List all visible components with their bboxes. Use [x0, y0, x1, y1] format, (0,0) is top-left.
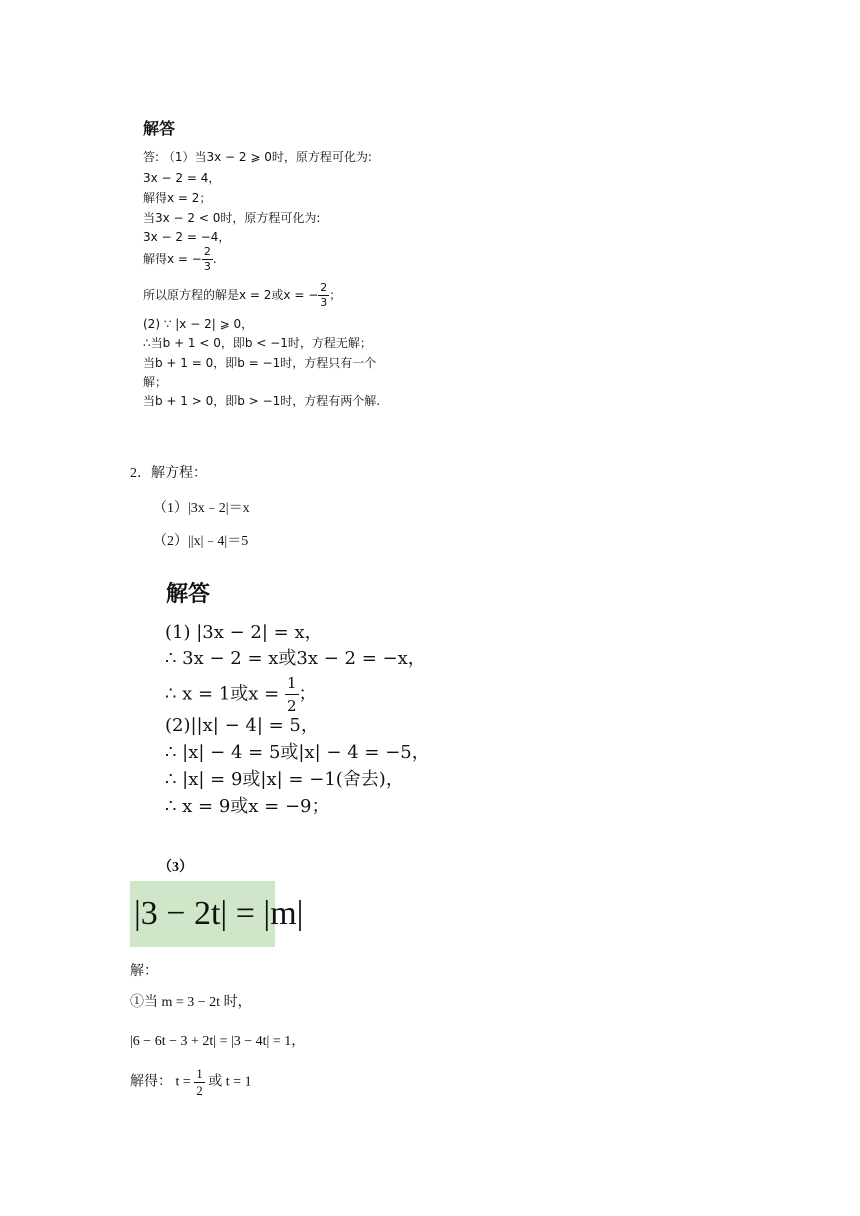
- solution2-line-2: ∴ 3x − 2 = x或3x − 2 = −x，: [165, 648, 426, 669]
- solution1-line-11: 解；: [143, 375, 168, 389]
- solution1-line-8: (2) ∵ |x − 2| ⩾ 0，: [143, 317, 254, 331]
- solution1-line-3: 解得x = 2；: [143, 191, 212, 205]
- solution1-line-4: 当3x − 2 < 0时，原方程可化为:: [143, 211, 321, 225]
- solution2-line-1: (1) |3x − 2| = x，: [165, 622, 323, 643]
- solution1-line-1: 答: （1）当3x − 2 ⩾ 0时，原方程可化为:: [143, 150, 372, 164]
- solution2-line-5: ∴ |x| − 4 = 5或|x| − 4 = −5，: [165, 742, 430, 763]
- solution1-line-2: 3x − 2 = 4，: [143, 171, 221, 185]
- solution-heading-1: 解答: [143, 119, 176, 138]
- question-part-1: （1）|3x﹣2|＝x: [153, 501, 250, 516]
- solution2-line-7: ∴ x = 9或x = −9；: [165, 796, 330, 817]
- solution2-line-4: (2)||x| − 4| = 5，: [165, 715, 319, 736]
- solution2-line-6: ∴ |x| = 9或|x| = −1(舍去)，: [165, 769, 404, 790]
- solution3-line-2: |6 − 6t − 3 + 2t| = |3 − 4t| = 1，: [130, 1034, 306, 1049]
- solution1-line-10: 当b + 1 = 0，即b = −1时，方程只有一个: [143, 356, 377, 370]
- question-heading: 2．解方程：: [130, 466, 207, 481]
- highlighted-equation: |3 − 2t| = |m|: [130, 881, 275, 947]
- solution1-line-6: 解得x = − $\frac{2}{3}$ .: [143, 245, 217, 273]
- question-part-2: （2）||x|﹣4|＝5: [153, 534, 249, 549]
- solution2-line-3: ∴ x = 1或x = $\frac{1}{2}$ ；: [165, 674, 317, 715]
- solution-heading-2: 解答: [166, 582, 211, 607]
- part-3-label: （3）: [158, 860, 193, 875]
- solution3-line-1: ①当 m = 3 − 2t 时，: [130, 995, 252, 1010]
- solution1-line-9: ∴当b + 1 < 0，即b < −1时，方程无解；: [143, 336, 372, 350]
- solution3-line-3: 解得： t = $\frac{1}{2}$ 或 t = 1: [130, 1066, 252, 1098]
- solution1-line-5: 3x − 2 = −4，: [143, 230, 231, 244]
- solution1-line-7: 所以原方程的解是x = 2或x = − $\frac{2}{3}$ ；: [143, 281, 342, 309]
- solution1-line-12: 当b + 1 > 0，即b > −1时，方程有两个解.: [143, 394, 381, 408]
- solution3-intro: 解：: [130, 964, 158, 979]
